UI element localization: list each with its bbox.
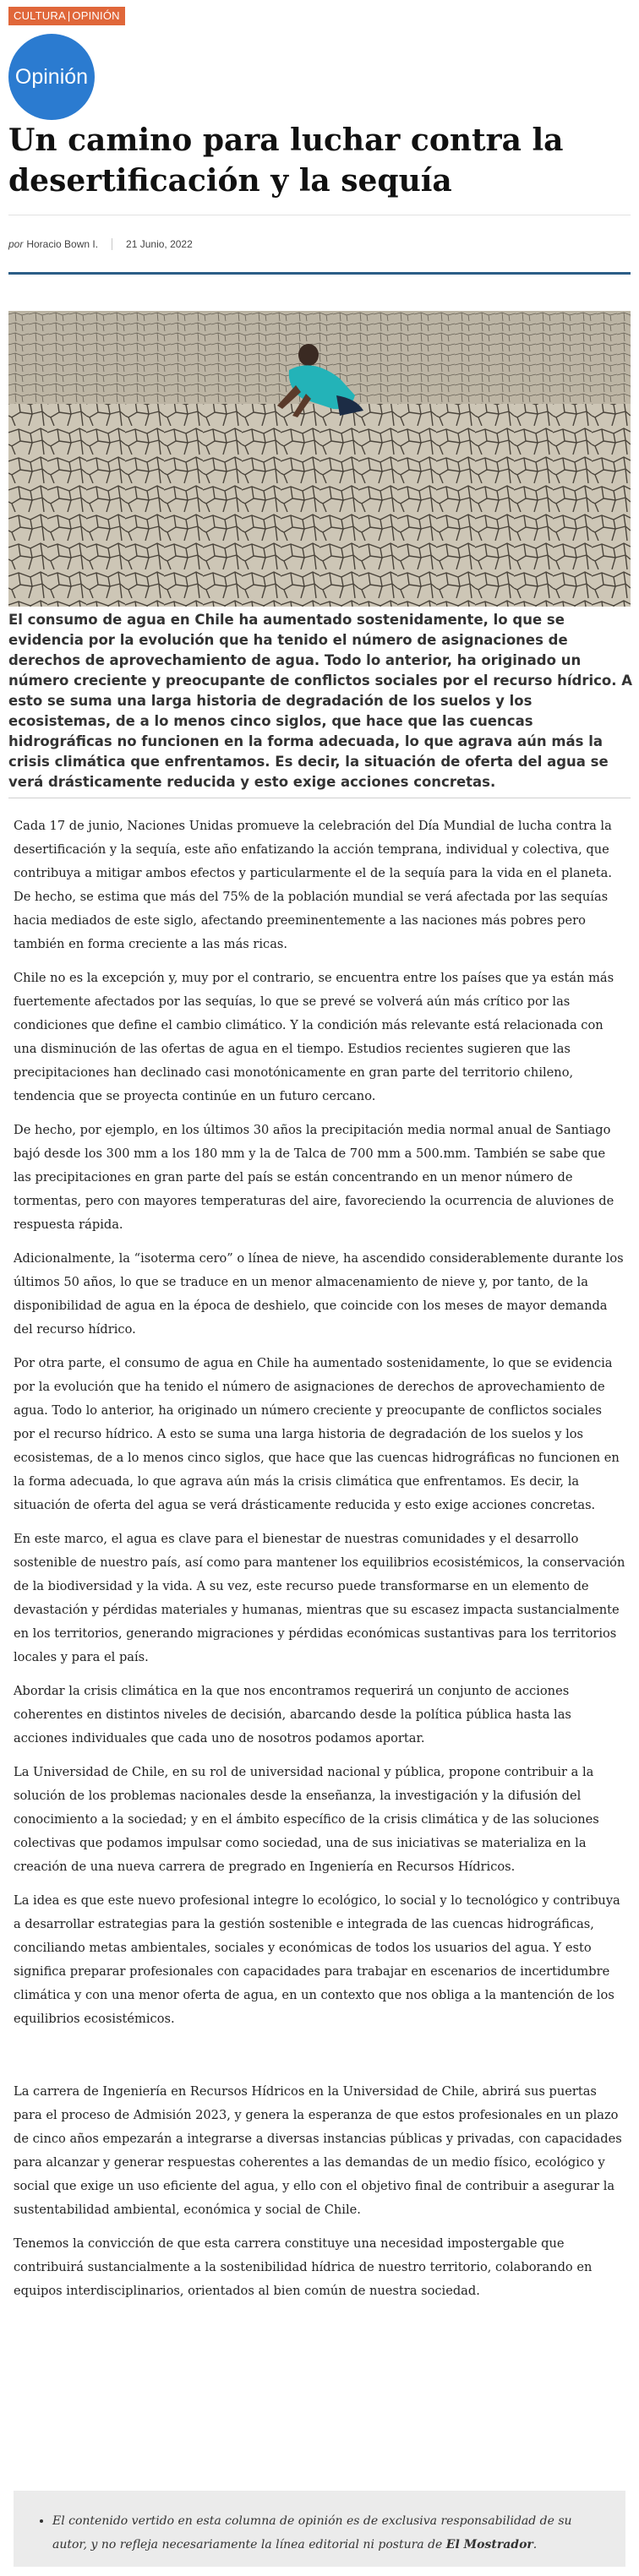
category-cultura[interactable]: CULTURA [14,9,66,22]
disclaimer-text [52,2509,605,2557]
opinion-badge-label: Opinión [14,64,89,89]
disclaimer-box [14,2491,625,2567]
author-name[interactable]: Horacio Bown I. [26,238,99,250]
paragraph: La carrera de Ingeniería en Recursos Hídricos en la Universidad de Chile, abrirá sus puertas para el proceso de Admisión 2023, y genera la esperanza de que estos profesionales en un plazo de cinco años empezarán a integrarse a diversas instancias públicas y privadas, con capacidades para alcanzar y generar respuestas coherentes a las demandas de un medio físico, ecológico y social que exige un uso eficiente del agua, y ello con el objetivo final de contribuir a asegurar la sustentabilidad ambiental, económica y social de Chile. [14,2084,622,2217]
paragraph: La Universidad de Chile, en su rol de universidad nacional y pública, propone contribuir a la solución de los problemas nacionales desde la enseñanza, la investigación y la difusión del conocimiento a la sociedad; y en el ámbito específico de la crisis climática y de las soluciones colectivas que podamos impulsar como sociedad, una de sus iniciativas se materializa en la creación de una nueva carrera de pregrado en Ingeniería en Recursos Hídricos. [14,1765,599,1874]
paragraph: Cada 17 de junio, Naciones Unidas promueve la celebración del Día Mundial de lucha contra la desertificación y la sequía, este año enfatizando la acción temprana, individual y colectiva, que contribuya a mitigar ambos efectos y particularmente el de la sequía para la vida en el planeta. De hecho, se estima que más del 75% de la población mundial se verá afectada por las sequías hacia mediados de este siglo, afectando preeminentemente a las naciones más pobres pero también en forma creciente a las más ricas. [14,819,612,951]
paragraph: Tenemos la convicción de que esta carrera constituye una necesidad impostergable que contribuirá sustancialmente a la sostenibilidad hídrica de nuestro territorio, colaborando en equipos interdisciplinarios, orientados al bien común de nuestra sociedad. [14,2236,593,2298]
opinion-badge [8,34,95,120]
paragraph: En este marco, el agua es clave para el bienestar de nuestras comunidades y el desarrollo sostenible de nuestro país, así como para mantener los equilibrios ecosistémicos, la conservación de la biodiversidad y la vida. A su vez, este recurso puede transformarse en un elemento de devastación y pérdidas materiales y humanas, mientras que su escasez impacta sustancialmente en los territorios, generando migraciones y pérdidas económicas sustantivas para los territorios locales y para el país. [14,1532,625,1664]
brand-name: El Mostrador [445,2538,533,2551]
publish-date: 21 Junio, 2022 [126,238,193,250]
article-body [14,814,625,2313]
category-label[interactable] [8,7,125,25]
category-separator: | [67,9,71,22]
disclaimer-body: El contenido vertido en esta columna de opinión es de exclusiva responsabilidad de su autor, y no refleja necesariamente la línea editorial ni postura de [52,2514,572,2551]
paragraph: La idea es que este nuevo profesional integre lo ecológico, lo social y lo tecnológico y contribuya a desarrollar estrategias para la gestión sostenible e integrada de las cuencas hidrográficas, conciliando metas ambientales, sociales y económicas de todos los usuarios del agua. Y esto significa preparar profesionales con capacidades para trabajar en escenarios de incertidumbre climática y con una menor oferta de agua, en un contexto que nos obliga a la mantención de los equilibrios ecosistémicos. [14,1893,620,2026]
paragraph: De hecho, por ejemplo, en los últimos 30 años la precipitación media normal anual de Santiago bajó desde los 300 mm a los 180 mm y la de Talca de 700 mm a 500.mm. También se sabe que las precipitaciones en gran parte del país se están concentrando en un menor número de tormentas, pero con mayores temperaturas del aire, favoreciendo la ocurrencia de aluviones de respuesta rápida. [14,1123,614,1232]
hero-image [8,311,631,607]
paragraph: Chile no es la excepción y, muy por el contrario, se encuentra entre los países que ya están más fuertemente afectados por las sequías, lo que se prevé se volverá aún más crítico por las condiciones que define el cambio climático. Y la condición más relevante está relacionada con una disminución de las ofertas de agua en el tiempo. Estudios recientes sugieren que las precipitaciones han declinado casi monotónicamente en gran parte del territorio chileno, tendencia que se proyecta continúe en un futuro cercano. [14,971,614,1103]
byline [8,238,193,250]
paragraph: Abordar la crisis climática en la que nos encontramos requerirá un conjunto de acciones coherentes en distintos niveles de decisión, abarcando desde la política pública hasta las acciones individuales que cada uno de nosotros podamos aportar. [14,1684,571,1745]
header-accent-rule [8,272,631,275]
paragraph: Adicionalmente, la “isoterma cero” o línea de nieve, ha ascendido considerablemente durante los últimos 50 años, lo que se traduce en un menor almacenamiento de nieve y, por tanto, de la disponibilidad de agua en la época de deshielo, que coincide con los meses de mayor demanda del recurso hídrico. [14,1251,624,1337]
disclaimer-end: . [532,2538,538,2551]
article-headline: Un camino para luchar contra la desertificación y la sequía [8,123,564,199]
byline-prefix: por [8,238,24,250]
category-opinion[interactable]: OPINIÓN [72,9,120,22]
article-lead: El consumo de agua en Chile ha aumentado sostenidamente, lo que se evidencia por la evolución que ha tenido el número de asignaciones de derechos de aprovechamiento de agua. Todo lo anterior, ha originado un número creciente y preocupante de conflictos sociales por el recurso hídrico. A esto se suma una larga historia de degradación de los suelos y los ecosistemas, de a lo menos cinco siglos, que hace que las cuencas hidrográficas no funcionen en la forma adecuada, lo que agrava aún más la crisis climática que enfrentamos. Es decir, la situación de oferta del agua se verá drásticamente reducida y esto exige acciones concretas. [8,612,633,790]
paragraph: Por otra parte, el consumo de agua en Chile ha aumentado sostenidamente, lo que se evidencia por la evolución que ha tenido el número de asignaciones de derechos de aprovechamiento de agua. Todo lo anterior, ha originado un número creciente y preocupante de conflictos sociales por el recurso hídrico. A esto se suma una larga historia de degradación de los suelos y los ecosistemas, de a lo menos cinco siglos, que hace que las cuencas hidrográficas no funcionen en la forma adecuada, lo que agrava aún más la crisis climática que enfrentamos. Es decir, la situación de oferta del agua se verá drásticamente reducida y esto exige acciones concretas. [14,1356,620,1512]
cracked-earth-photo-icon [8,311,631,607]
